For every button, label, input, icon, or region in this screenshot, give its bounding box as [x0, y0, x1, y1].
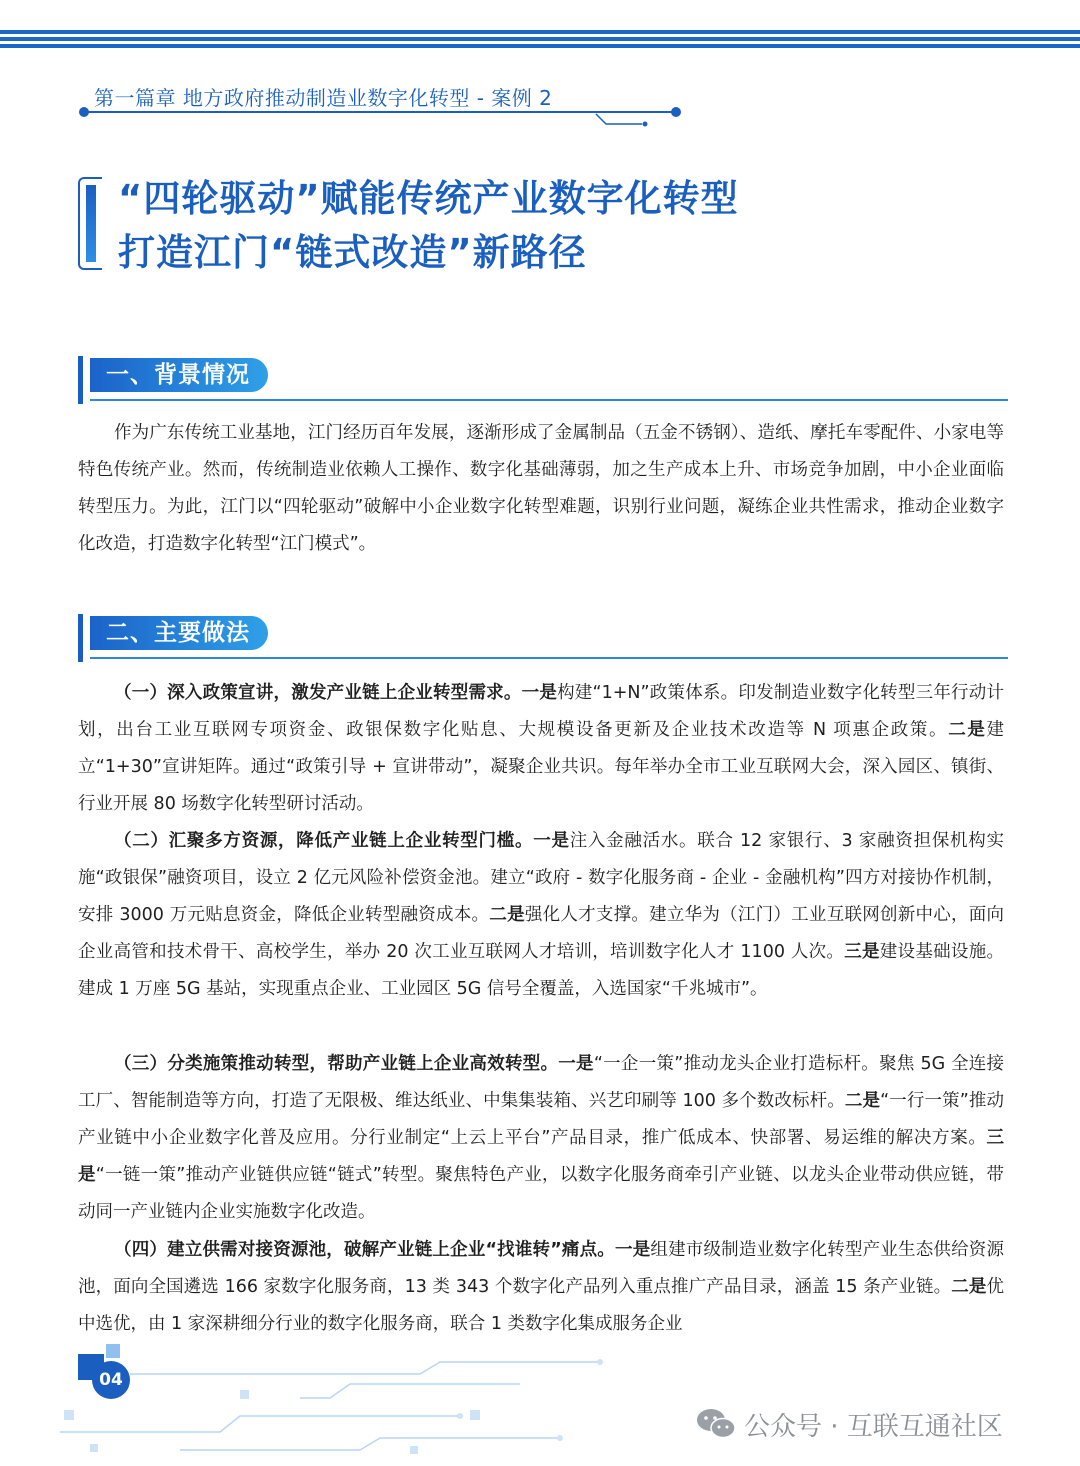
main-title-line-1: “四轮驱动”赋能传统产业数字化转型 — [118, 177, 739, 220]
measure-paragraph-1: （一）深入政策宣讲，激发产业链上企业转型需求。一是构建“1+N”政策体系。印发制造业数字化转型三年行动计划，出台工业互联网专项资金、政银保数字化贴息、大规模设备更新及企业技术改造等 N 项惠企政策。二是建立“1+30”宣讲矩阵。通过“政策引导 + 宣讲带动”，凝聚企业共识。每年举办全市工业互联网大会，深入园区、镇街、行业开展 80 场数字化转型研讨活动。 — [78, 683, 1005, 814]
measure-paragraph-2: （二）汇聚多方资源，降低产业链上企业转型门槛。一是注入金融活水。联合 12 家银行、3 家融资担保机构实施“政银保”融资项目，设立 2 亿元风险补偿资金池。建立“政府 - 数字化服务商 - 企业 - 金融机构”四方对接协作机制，安排 3000 万元贴息资金，降低企业转型融资成本。二是强化人才支撑。建立华为（江门）工业互联网创新中心，面向企业高管和技术骨干、高校学生，举办 20 次工业互联网人才培训，培训数字化人才 1100 人次。三是建设基础设施。建成 1 万座 5G 基站，实现重点企业、工业园区 5G 信号全覆盖，入选国家“千兆城市”。 — [78, 831, 1005, 999]
wechat-icon — [696, 1407, 736, 1441]
wechat-watermark — [696, 1402, 1003, 1446]
measure-paragraph-4: （四）建立供需对接资源池，破解产业链上企业“找谁转”痛点。一是组建市级制造业数字化转型产业生态供给资源池，面向全国遴选 166 家数字化服务商，13 类 343 个数字化产品列入重点推广产品目录，涵盖 15 条产业链。二是优中选优，由 1 家深耕细分行业的数字化服务商，联合 1 类数字化集成服务企业 — [78, 1240, 1005, 1334]
background-paragraph: 作为广东传统工业基地，江门经历百年发展，逐渐形成了金属制品（五金不锈钢）、造纸、摩托车零配件、小家电等特色传统产业。然而，传统制造业依赖人工操作、数字化基础薄弱，加之生产成本上升、市场竞争加剧，中小企业面临转型压力。为此，江门以“四轮驱动”破解中小企业数字化转型难题，识别行业问题，凝练企业共性需求，推动企业数字化改造，打造数字化转型“江门模式”。 — [78, 423, 1004, 554]
top-decorative-band — [0, 30, 1080, 48]
title-accent-bar — [78, 177, 102, 270]
main-title — [118, 172, 739, 280]
section-title-measures: 二、主要做法 — [90, 616, 268, 650]
watermark-text: 公众号 · 互联互通社区 — [744, 1411, 1003, 1442]
section-title-background: 一、背景情况 — [90, 358, 268, 392]
section-heading-background — [78, 356, 1008, 404]
section-heading-measures — [78, 614, 1008, 662]
chapter-header: 第一篇章 地方政府推动制造业数字化转型 - 案例 2 — [94, 86, 553, 110]
main-title-line-2: 打造江门“链式改造”新路径 — [118, 231, 587, 274]
measure-paragraph-3: （三）分类施策推动转型，帮助产业链上企业高效转型。一是“一企一策”推动龙头企业打造标杆。聚焦 5G 全连接工厂、智能制造等方向，打造了无限极、维达纸业、中集集装箱、兴艺印刷等 100 多个数改标杆。二是“一行一策”推动产业链中小企业数字化普及应用。分行业制定“上云上平台”产品目录，推广低成本、快部署、易运维的解决方案。三是“一链一策”推动产业链供应链“链式”转型。聚焦特色产业，以数字化服务商牵引产业链、以龙头企业带动供应链，带动同一产业链内企业实施数字化改造。 — [78, 1054, 1005, 1222]
header-underline-decoration — [0, 100, 700, 140]
page-number: 04 — [92, 1361, 130, 1399]
